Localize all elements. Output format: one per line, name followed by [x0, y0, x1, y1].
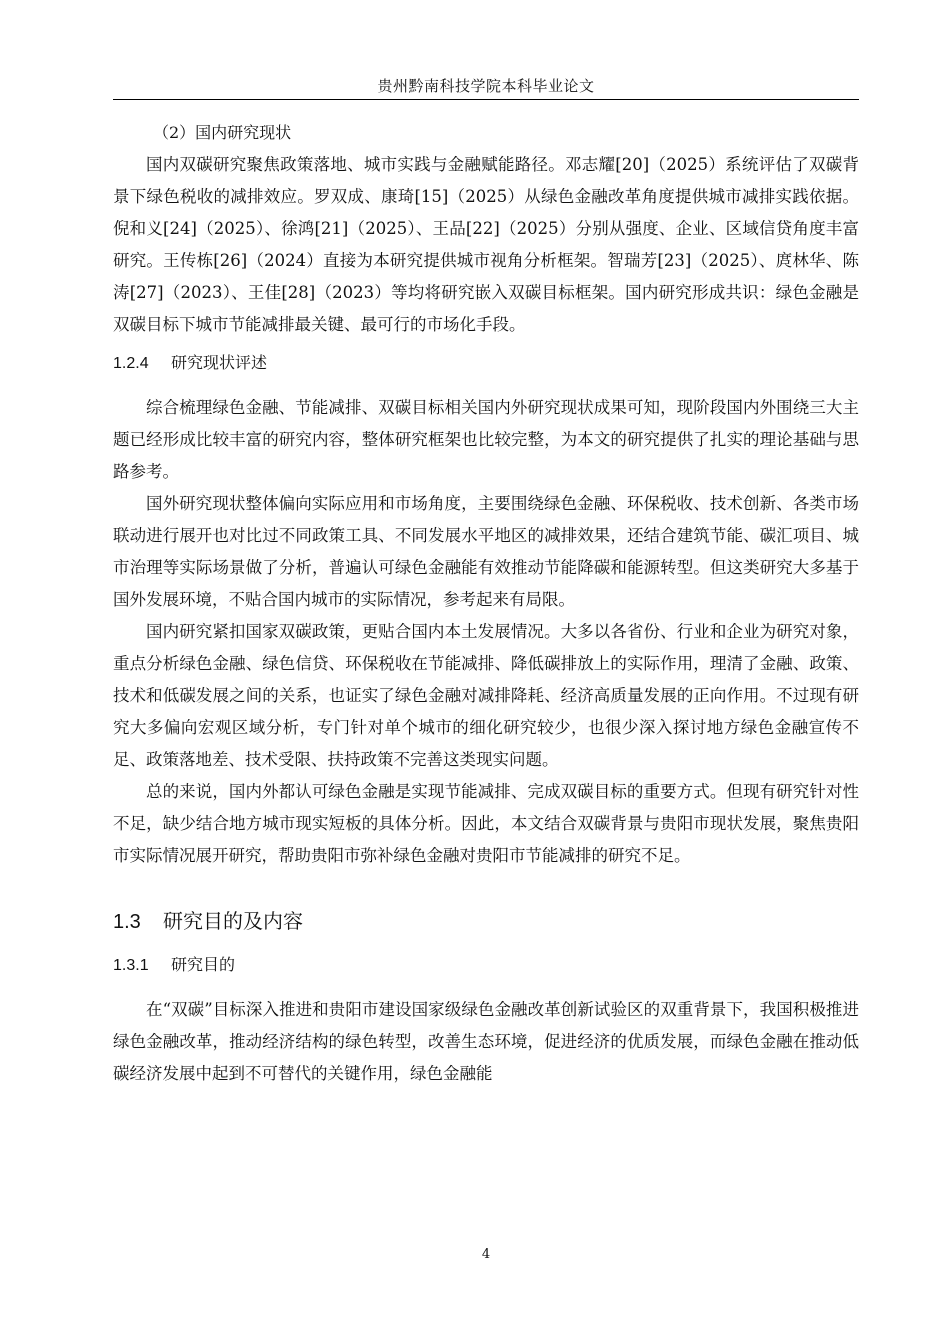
page-number: 4 [481, 1247, 491, 1262]
domestic-research-paragraph: 国内双碳研究聚焦政策落地、城市实践与金融赋能路径。邓志耀[20]（2025）系统评估了双碳背景下绿色税收的减排效应。罗双成、康琦[15]（2025）从绿色金融改革角度提供城市减排实践依据。倪和义[24]（2025）、徐鸿[21]（2025）、王品[22]（2025）分别从强度、企业、区域信贷角度丰富研究。王传栋[26]（2024）直接为本研究提供城市视角分析框架。智瑞芳[23]（2025）、庹林华、陈涛[27]（2023）、王佳[28]（2023）等均将研究嵌入双碳目标框架。国内研究形成共识：绿色金融是双碳目标下城市节能减排最关键、最可行的市场化手段。 [113, 155, 859, 334]
header-divider [113, 99, 859, 100]
research-purpose-paragraph: 在“双碳”目标深入推进和贵阳市建设国家级绿色金融改革创新试验区的双重背景下，我国积极推进绿色金融改革，推动经济结构的绿色转型，改善生态环境，促进经济的优质发展，而绿色金融在推动低碳经济发展中起到不可替代的关键作用，绿色金融能 [113, 1000, 859, 1083]
domestic-research-label: （2）国内研究现状 [153, 123, 292, 142]
section-title: 研究目的及内容 [163, 911, 303, 933]
page-header-title: 贵州黔南科技学院本科毕业论文 [377, 77, 595, 95]
section-title: 研究现状评述 [171, 355, 268, 372]
review-paragraph: 综合梳理绿色金融、节能减排、双碳目标相关国内外研究现状成果可知，现阶段国内外围绕三大主题已经形成比较丰富的研究内容，整体研究框架也比较完整，为本文的研究提供了扎实的理论基础与思路参考。 [113, 398, 859, 481]
review-paragraph: 总的来说，国内外都认可绿色金融是实现节能减排、完成双碳目标的重要方式。但现有研究针对性不足，缺少结合地方城市现实短板的具体分析。因此，本文结合双碳背景与贵阳市现状发展，聚焦贵阳市实际情况展开研究，帮助贵阳市弥补绿色金融对贵阳市节能减排的研究不足。 [113, 782, 859, 865]
section-heading-1-3 [113, 906, 859, 938]
review-paragraph: 国外研究现状整体偏向实际应用和市场角度，主要围绕绿色金融、环保税收、技术创新、各类市场联动进行展开也对比过不同政策工具、不同发展水平地区的减排效果，还结合建筑节能、碳汇项目、城市治理等实际场景做了分析，普遍认可绿色金融能有效推动节能降碳和能源转型。但这类研究大多基于国外发展环境，不贴合国内城市的实际情况，参考起来有局限。 [113, 494, 859, 609]
section-title: 研究目的 [171, 957, 236, 974]
section-heading-1-2-4 [113, 348, 859, 380]
section-number: 1.3.1 [113, 957, 149, 974]
page-body [113, 117, 859, 1090]
section-heading-1-3-1 [113, 950, 859, 982]
section-number: 1.2.4 [113, 355, 149, 372]
section-number: 1.3 [113, 911, 141, 933]
review-paragraph: 国内研究紧扣国家双碳政策，更贴合国内本土发展情况。大多以各省份、行业和企业为研究对象，重点分析绿色金融、绿色信贷、环保税收在节能减排、降低碳排放上的实际作用，理清了金融、政策、技术和低碳发展之间的关系，也证实了绿色金融对减排降耗、经济高质量发展的正向作用。不过现有研究大多偏向宏观区域分析，专门针对单个城市的细化研究较少，也很少深入探讨地方绿色金融宣传不足、政策落地差、技术受限、扶持政策不完善这类现实问题。 [113, 622, 859, 769]
